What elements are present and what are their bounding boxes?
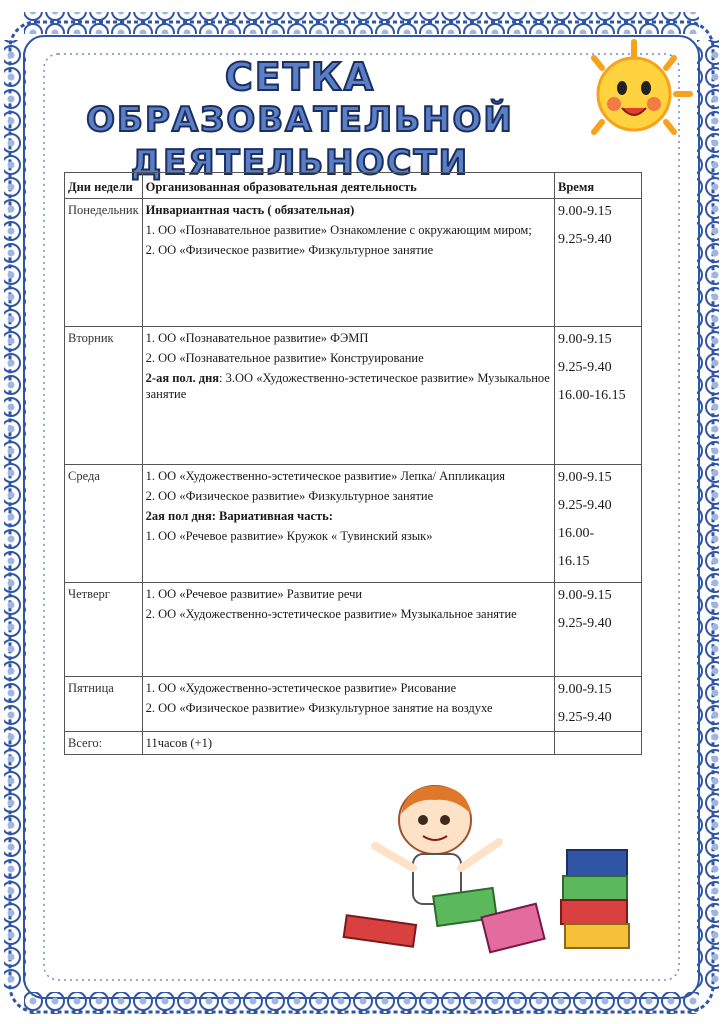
total-value: 11часов (+1) bbox=[142, 732, 554, 755]
activity-line-text: 1. ОО «Познавательное развитие» ФЭМП bbox=[145, 331, 369, 345]
activity-line-bold: Инвариантная часть ( обязательная) bbox=[145, 203, 355, 217]
table-row bbox=[65, 327, 642, 465]
time-slot: 16.15 bbox=[558, 554, 590, 569]
page-title bbox=[60, 56, 540, 185]
time-cell bbox=[555, 677, 642, 732]
activity-line-text: 2. ОО «Познавательное развитие» Конструирование bbox=[145, 351, 424, 365]
activity-line-text: 2. ОО «Художественно-эстетическое развитие» Музыкальное занятие bbox=[145, 607, 517, 621]
activity-line bbox=[146, 242, 551, 258]
time-slot: 9.00-9.15 bbox=[558, 470, 612, 485]
time-slot: 9.25-9.40 bbox=[558, 360, 612, 375]
title-line-3: ДЕЯТЕЛЬНОСТИ bbox=[130, 143, 470, 183]
table-row bbox=[65, 583, 642, 677]
activity-cell bbox=[142, 199, 554, 327]
activity-line bbox=[146, 350, 551, 366]
time-cell bbox=[555, 465, 642, 583]
activity-line bbox=[146, 222, 551, 238]
table-header-row bbox=[65, 173, 642, 199]
time-cell bbox=[555, 583, 642, 677]
total-label: Всего: bbox=[65, 732, 143, 755]
time-gap bbox=[558, 350, 638, 358]
title-line-1: СЕТКА bbox=[224, 55, 376, 99]
activity-line-text: 1. ОО «Художественно-эстетическое развитие» Лепка/ Аппликация bbox=[145, 469, 506, 483]
time-slot: 9.25-9.40 bbox=[558, 498, 612, 513]
activity-line-text: 2. ОО «Физическое развитие» Физкультурное занятие bbox=[145, 489, 434, 503]
activity-line-text: 2. ОО «Физическое развитие» Физкультурное занятие bbox=[145, 243, 434, 257]
day-cell: Пятница bbox=[65, 677, 143, 732]
activity-line-text: 1. ОО «Познавательное развитие» Ознакомление с окружающим миром; bbox=[145, 223, 532, 237]
time-slot: 9.00-9.15 bbox=[558, 332, 612, 347]
activity-line bbox=[146, 330, 551, 346]
time-slot: 16.00-16.15 bbox=[558, 388, 626, 403]
activity-line-bold: 2ая пол дня: Вариативная часть: bbox=[145, 509, 333, 523]
activity-cell bbox=[142, 677, 554, 732]
activity-cell bbox=[142, 465, 554, 583]
activity-line-text: 1. ОО «Речевое развитие» Развитие речи bbox=[145, 587, 363, 601]
time-slot: 9.00-9.15 bbox=[558, 204, 612, 219]
day-cell: Четверг bbox=[65, 583, 143, 677]
time-slot: 9.00-9.15 bbox=[558, 682, 612, 697]
activity-line-text: : 3.ОО «Художественно-эстетическое развитие» Музыкальное занятие bbox=[145, 371, 550, 401]
table-row bbox=[65, 465, 642, 583]
day-cell: Среда bbox=[65, 465, 143, 583]
total-time-empty bbox=[555, 732, 642, 755]
activity-line-text: 1. ОО «Художественно-эстетическое развитие» Рисование bbox=[145, 681, 457, 695]
total-row bbox=[65, 732, 642, 755]
time-cell bbox=[555, 199, 642, 327]
title-line-2: ОБРАЗОВАТЕЛЬНОЙ bbox=[86, 100, 514, 140]
activity-line bbox=[146, 680, 551, 696]
activity-line-text: 2. ОО «Физическое развитие» Физкультурное занятие на воздухе bbox=[145, 701, 493, 715]
day-cell: Вторник bbox=[65, 327, 143, 465]
header-day: Дни недели bbox=[65, 173, 143, 199]
time-slot: 16.00- bbox=[558, 526, 595, 541]
activity-line bbox=[146, 508, 551, 524]
table-row bbox=[65, 199, 642, 327]
day-cell: Понедельник bbox=[65, 199, 143, 327]
activity-line bbox=[146, 468, 551, 484]
activity-line bbox=[146, 202, 551, 218]
activity-line bbox=[146, 586, 551, 602]
time-gap bbox=[558, 378, 638, 386]
time-gap bbox=[558, 700, 638, 708]
time-gap bbox=[558, 488, 638, 496]
time-slot: 9.25-9.40 bbox=[558, 710, 612, 725]
table-row bbox=[65, 677, 642, 732]
time-cell bbox=[555, 327, 642, 465]
activity-line bbox=[146, 528, 551, 544]
header-time: Время bbox=[555, 173, 642, 199]
time-slot: 9.25-9.40 bbox=[558, 616, 612, 631]
activity-line bbox=[146, 606, 551, 622]
child-with-books-illustration bbox=[335, 780, 655, 960]
time-gap bbox=[558, 516, 638, 524]
activity-cell bbox=[142, 583, 554, 677]
schedule-table bbox=[64, 172, 642, 755]
header-activity: Организованная образовательная деятельность bbox=[142, 173, 554, 199]
activity-line-bold: 2-ая пол. дня bbox=[145, 371, 220, 385]
sun-illustration bbox=[574, 38, 694, 150]
time-gap bbox=[558, 606, 638, 614]
activity-cell bbox=[142, 327, 554, 465]
activity-line bbox=[146, 488, 551, 504]
time-gap bbox=[558, 544, 638, 552]
time-gap bbox=[558, 222, 638, 230]
time-slot: 9.00-9.15 bbox=[558, 588, 612, 603]
activity-line bbox=[146, 700, 551, 716]
activity-line bbox=[146, 370, 551, 402]
activity-line-text: 1. ОО «Речевое развитие» Кружок « Тувинский язык» bbox=[145, 529, 433, 543]
time-slot: 9.25-9.40 bbox=[558, 232, 612, 247]
